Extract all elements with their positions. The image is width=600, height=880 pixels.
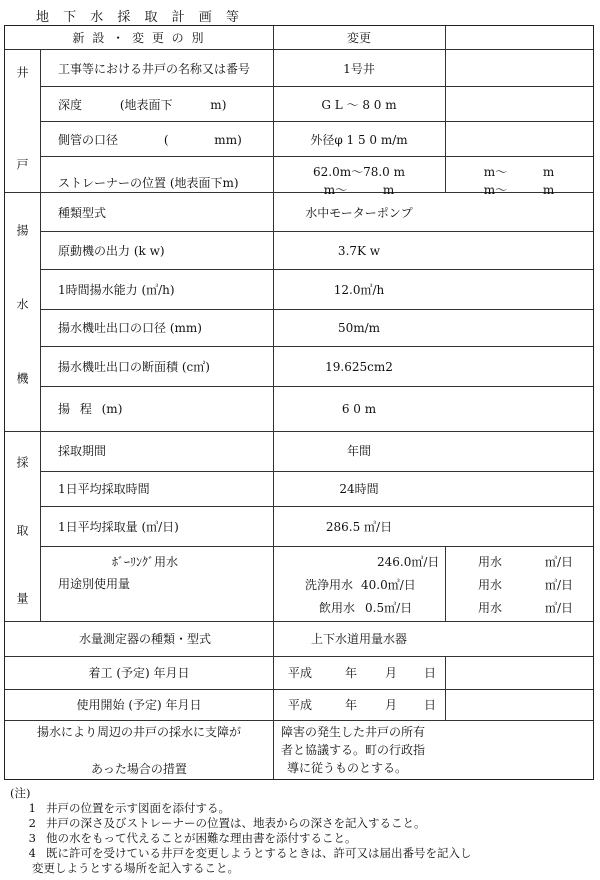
pump-head-value: 6 0 m [341,402,377,416]
well-name-label: 工事等における井戸の名称又は番号 [58,62,251,76]
usage-amount-1: 246.0㎥/日 [377,555,440,569]
col-divider [445,26,446,192]
note-number: 3 [28,831,36,845]
pump-capacity-label: 1時間揚水能力 (㎥/h) [58,283,175,297]
col-divider [273,26,274,779]
form-frame [4,25,594,780]
doc-title: 地 下 水 採 取 計 画 等 [36,10,244,25]
row-divider [40,121,593,122]
row-divider [5,431,593,432]
note-text: 井戸の深さ及びストレーナーの位置は、地表からの深さを記入すること。 [46,816,426,830]
pump-type-value: 水中モーターポンプ [305,206,413,220]
col-divider [445,656,446,720]
intake-hours-label: 1日平均採取時間 [58,482,150,496]
usage-extra-amount-3: ㎥/日 [545,601,574,615]
intake-hours-value: 24時間 [339,482,379,496]
pump-outlet-area-label: 揚水機吐出口の断面積 (c㎡) [58,360,210,374]
row-divider [40,546,593,547]
row-divider [40,231,593,232]
note-item [10,801,472,816]
usage-extra-name-3: 用水 [478,601,503,615]
well-diameter-label: 側管の口径 ( mm) [58,133,242,147]
intake-volume-label: 1日平均採取量 (㎥/日) [58,520,179,534]
col-divider [445,546,446,621]
note-continuation: 変更しようとする場所を記入すること。 [32,861,239,875]
intake-volume-value: 286.5 ㎥/日 [325,520,393,534]
start-use-day: 日 [424,698,437,712]
start-use-era: 平成 [288,698,313,712]
row-divider [40,506,593,507]
start-work-day: 日 [424,666,437,680]
note-text: 他の水をもって代えることが困難な理由書を添付すること。 [46,831,357,845]
group-label-intake: 採取量 [15,456,29,660]
row-divider [40,156,593,157]
col-divider [40,49,41,621]
well-depth-value: G L 〜 8 0 m [321,98,397,112]
measures-value-1: 障害の発生した井戸の所有 [281,725,426,739]
note-text: 既に許可を受けている井戸を変更しようとするときは、許可又は届出番号を記入し [46,846,472,860]
usage-extra-amount-2: ㎥/日 [545,578,574,592]
pump-power-label: 原動機の出力 (k w) [58,244,165,258]
usage-amount-3: 0.5㎥/日 [365,601,413,615]
meter-label: 水量測定器の種類・型式 [78,632,212,646]
well-depth-label: 深度 (地表面下 m) [58,98,227,112]
note-text: 井戸の位置を示す図面を添付する。 [46,801,230,815]
pump-outlet-area-value: 19.625cm2 [325,360,393,374]
row-divider [5,656,593,657]
notes-heading: (注) [10,786,31,800]
row-divider [40,86,593,87]
start-use-month: 月 [385,698,398,712]
intake-period-value: 年間 [346,444,372,458]
usage-extra-amount-1: ㎥/日 [545,555,574,569]
measures-label-2: あった場合の措置 [91,762,187,776]
group-label-pump: 揚水機 [15,224,29,446]
intake-usage-label: 用途別使用量 [58,577,131,591]
note-item [10,816,472,831]
pump-outlet-diameter-label: 揚水機吐出口の口径 (mm) [58,321,202,335]
row-divider [5,49,593,50]
start-work-month: 月 [385,666,398,680]
pump-capacity-value: 12.0㎥/h [333,283,385,297]
pump-outlet-diameter-value: 50m/m [337,321,381,335]
note-number: 4 [28,846,36,860]
intake-period-label: 採取期間 [58,444,107,458]
well-strainer-extra-1: m〜 m [483,165,555,179]
usage-name-3: 飲用水 [319,601,356,615]
usage-extra-name-2: 用水 [478,578,503,592]
usage-name-1: ﾎﾞｰﾘﾝｸﾞ用水 [111,555,178,569]
row-divider [5,621,593,622]
note-number: 2 [28,816,36,830]
meter-value: 上下水道用量水器 [310,632,408,646]
well-strainer-label: ストレーナーの位置 (地表面下m) [58,176,239,190]
start-work-year: 年 [345,666,358,680]
well-strainer-value-2: m〜 m [323,183,395,197]
usage-amount-2: 40.0㎥/日 [361,578,416,592]
well-strainer-extra-2: m〜 m [483,183,555,197]
notes-section [10,786,472,876]
well-name-value: 1号井 [343,62,375,76]
note-number: 1 [28,801,36,815]
well-strainer-value-1: 62.0m〜78.0 m [312,165,406,179]
row-divider [40,309,593,310]
row-divider [40,471,593,472]
row-divider [40,386,593,387]
start-work-era: 平成 [288,666,313,680]
row-divider [40,346,593,347]
header-kind-value: 変更 [346,31,372,45]
start-work-label: 着工 (予定) 年月日 [88,666,190,680]
row-divider [5,720,593,721]
row-divider [40,269,593,270]
pump-power-value: 3.7K w [337,244,381,258]
note-item [10,831,472,846]
group-label-well: 井戸 [15,66,29,250]
note-item [10,846,472,861]
measures-value-2: 者と協議する。町の行政指 [281,743,426,757]
measures-label-1: 揚水により周辺の井戸の採水に支障が [36,725,242,739]
usage-extra-name-1: 用水 [478,555,503,569]
measures-value-3: 導に従うものとする。 [287,761,408,775]
well-diameter-value: 外径φ 1 5 0 m/m [310,133,408,147]
usage-name-2: 洗浄用水 [305,578,354,592]
start-use-label: 使用開始 (予定) 年月日 [76,698,202,712]
header-kind-label: 新 設 ・ 変 更 の 別 [72,31,206,45]
row-divider [5,689,593,690]
pump-head-label: 揚 程 (m) [58,402,123,416]
pump-type-label: 種類型式 [58,206,107,220]
start-use-year: 年 [345,698,358,712]
